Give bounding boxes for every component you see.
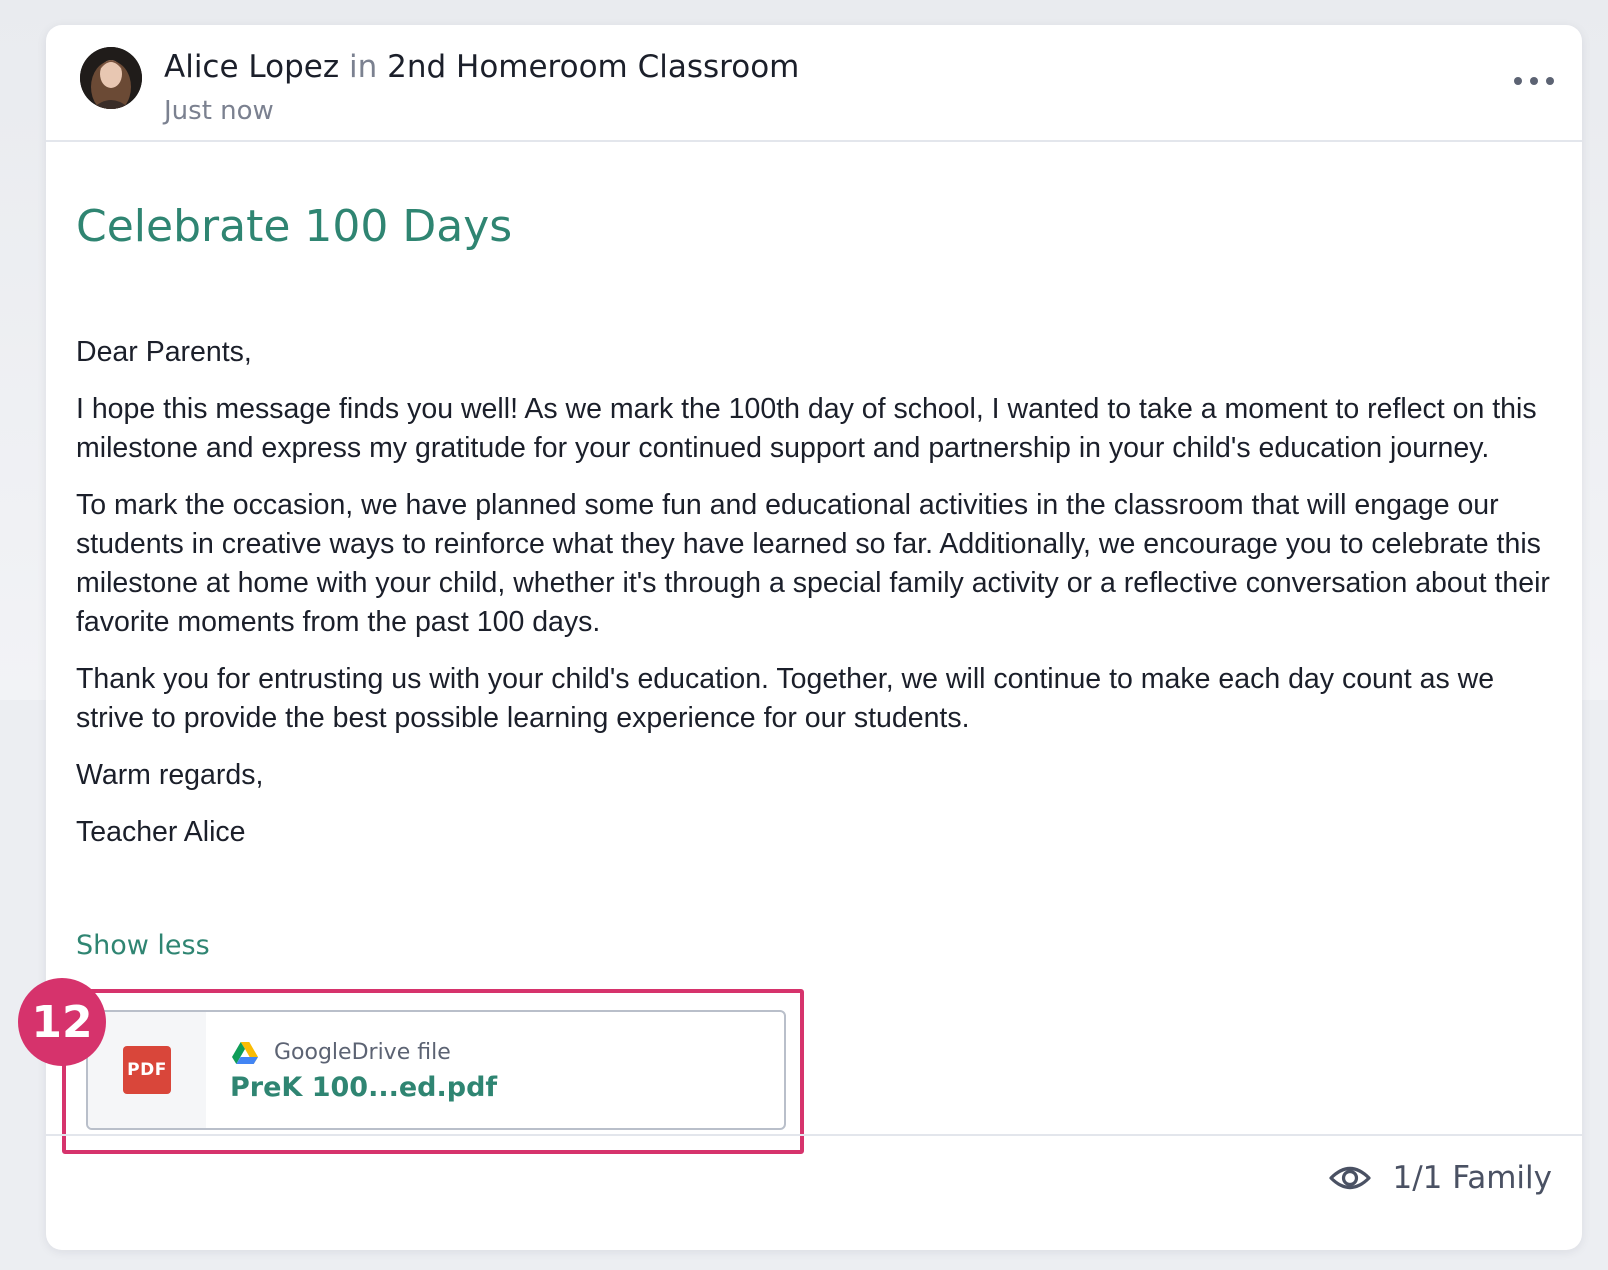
avatar-photo [80, 47, 142, 109]
attachment-source-row [232, 1040, 451, 1065]
more-horizontal-icon-dot [1514, 77, 1522, 85]
more-options-button[interactable] [1514, 69, 1554, 93]
post-header [46, 25, 1582, 142]
body-paragraph: Warm regards, [76, 759, 264, 791]
eye-icon [1329, 1163, 1371, 1193]
annotation-step-badge: 12 [18, 978, 106, 1066]
pdf-file-icon: PDF [123, 1046, 171, 1094]
post-card [46, 25, 1582, 1250]
classroom-name[interactable]: 2nd Homeroom Classroom [387, 49, 800, 85]
google-drive-icon [232, 1042, 258, 1064]
body-paragraph: I hope this message finds you well! As we mark the 100th day of school, I wanted to take a moment to reflect on this milestone and express my gratitude for your continued support and partnership in your child's education journey. [76, 393, 1537, 464]
views-label: 1/1 Family [1392, 1160, 1552, 1196]
body-paragraph: Thank you for entrusting us with your child's education. Together, we will continue to make each day count as we strive to provide the best possible learning experience for our students. [76, 663, 1495, 734]
author-line [164, 47, 799, 87]
body-paragraph: Teacher Alice [76, 816, 246, 848]
post-footer [46, 1134, 1582, 1250]
body-paragraph: To mark the occasion, we have planned some fun and educational activities in the classroom that will engage our students in creative ways to reinforce what they have learned so far. Additionally, we encourage you to celebrate this milestone at home with your child, whether it's through a special family activity or a reflective conversation about their favorite moments from the past 100 days. [76, 489, 1550, 638]
more-horizontal-icon-dot [1546, 77, 1554, 85]
show-less-link[interactable]: Show less [76, 930, 210, 961]
more-horizontal-icon-dot [1530, 77, 1538, 85]
post-timestamp: Just now [164, 96, 274, 126]
body-paragraph: Dear Parents, [76, 336, 252, 368]
post-body [76, 333, 1552, 870]
author-name[interactable]: Alice Lopez [164, 49, 340, 85]
attachment-file-name[interactable]: PreK 100...ed.pdf [230, 1072, 498, 1103]
attachment-source-label: GoogleDrive file [274, 1040, 451, 1065]
post-title: Celebrate 100 Days [76, 201, 513, 252]
attachment-card[interactable] [86, 1010, 786, 1130]
author-avatar[interactable] [80, 47, 142, 109]
attachment-icon-pane [88, 1012, 206, 1128]
views-indicator[interactable] [1329, 1160, 1553, 1196]
in-label: in [348, 49, 378, 85]
